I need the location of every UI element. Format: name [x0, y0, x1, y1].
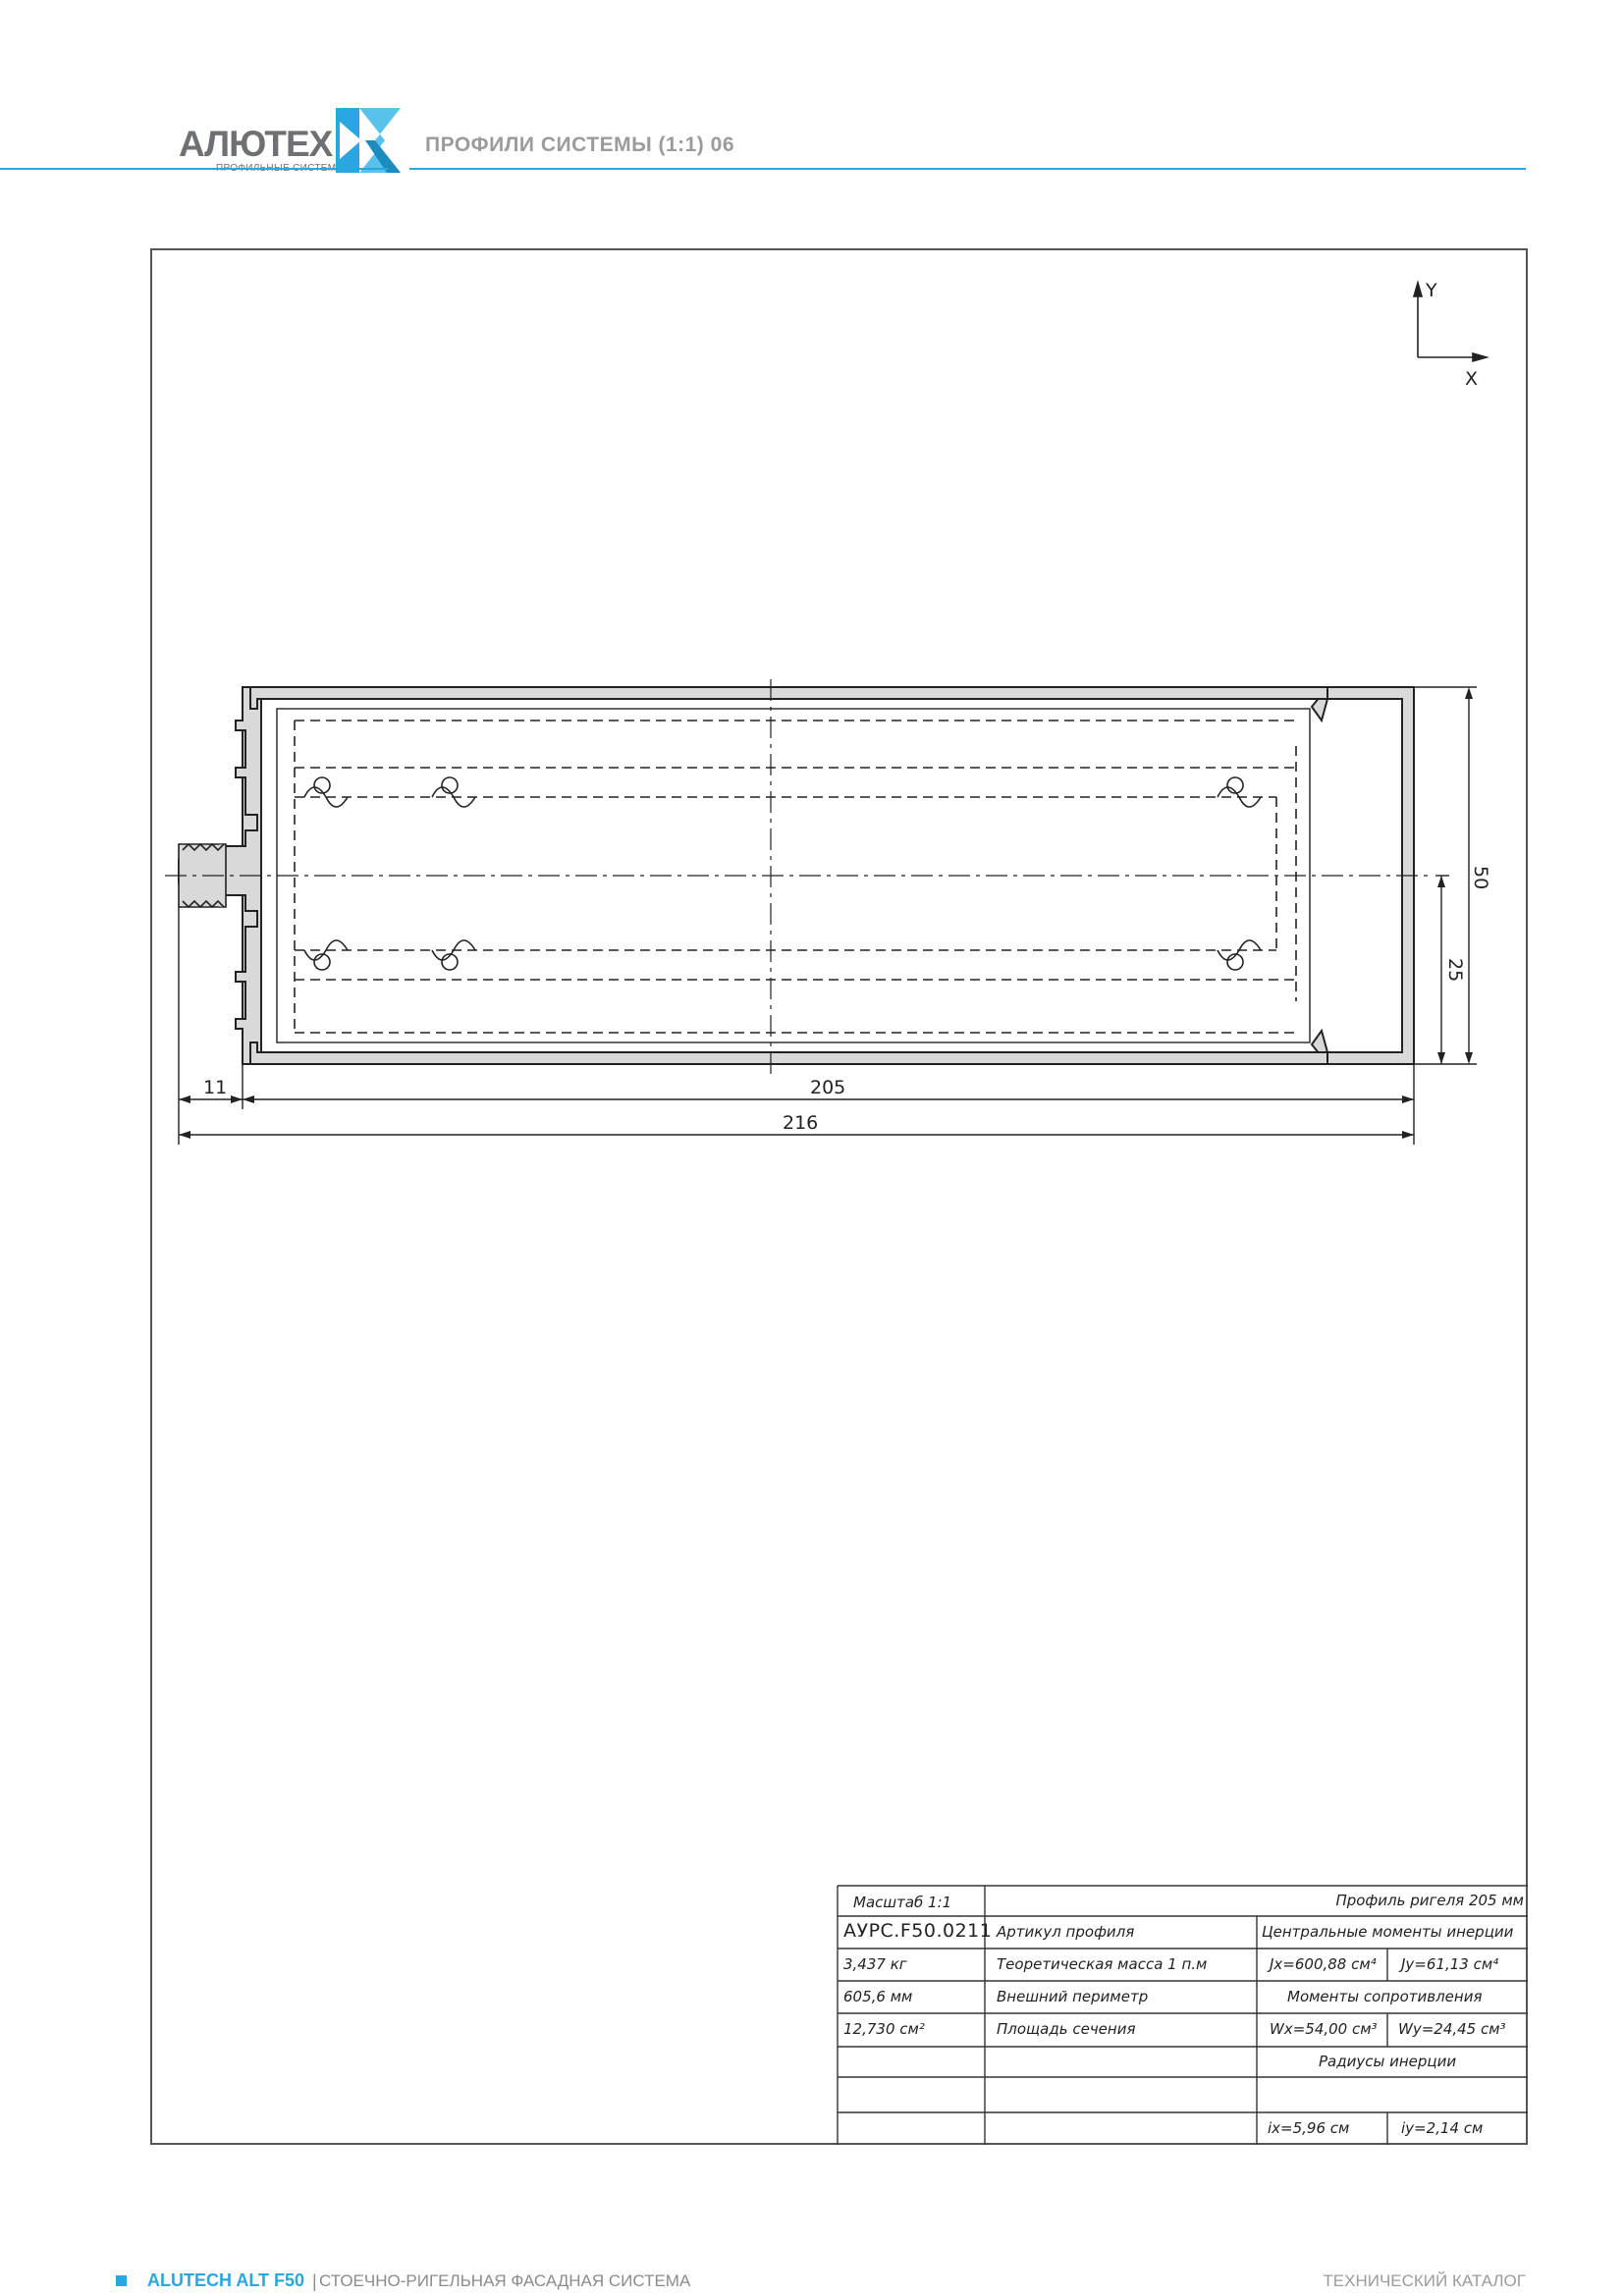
dimension-50: 50: [1470, 866, 1491, 890]
iy-value: iy=2,14 см: [1401, 2119, 1484, 2137]
dimension-216: 216: [783, 1112, 819, 1134]
logo-name: АЛЮТЕХ: [179, 124, 333, 164]
jy-value: Jy=61,13 см⁴: [1401, 1955, 1499, 1973]
resistance-header: Моменты сопротивления: [1287, 1988, 1483, 2005]
area-label: Площадь сечения: [997, 2020, 1136, 2038]
footer-description: СТОЕЧНО-РИГЕЛЬНАЯ ФАСАДНАЯ СИСТЕМА: [319, 2271, 691, 2290]
footer-brand: ALUTECH ALT F50: [147, 2270, 304, 2290]
centerlines: [165, 679, 1434, 1076]
radii-header: Радиусы инерции: [1319, 2053, 1457, 2070]
dimension-205: 205: [810, 1077, 846, 1098]
section-title: ПРОФИЛИ СИСТЕМЫ (1:1) 06: [425, 133, 734, 156]
article-number: АУРС.F50.0211: [843, 1920, 993, 1942]
wy-value: Wy=24,45 см³: [1398, 2020, 1506, 2038]
perimeter-label: Внешний периметр: [997, 1988, 1149, 2005]
dimension-25: 25: [1444, 958, 1466, 983]
dimension-arrows: [179, 687, 1473, 1139]
footer-separator: |: [312, 2271, 317, 2291]
footer-square-icon: [116, 2275, 127, 2286]
axis-y-label: Y: [1426, 280, 1437, 301]
footer-catalog: ТЕХНИЧЕСКИЙ КАТАЛОГ: [1323, 2271, 1526, 2290]
area-value: 12,730 см²: [843, 2020, 925, 2038]
jx-value: Jx=600,88 см⁴: [1270, 1955, 1377, 1973]
wx-value: Wx=54,00 см³: [1270, 2020, 1378, 2038]
title-block: [838, 1886, 1528, 2145]
dimension-11: 11: [203, 1077, 228, 1098]
inertia-header: Центральные моменты инерции: [1262, 1923, 1514, 1941]
axis-x-label: X: [1465, 368, 1479, 390]
profile-name: Профиль ригеля 205 мм: [1335, 1892, 1524, 1909]
screw-channels: [304, 777, 1261, 970]
article-label: Артикул профиля: [997, 1923, 1135, 1941]
ix-value: ix=5,96 см: [1268, 2119, 1350, 2137]
perimeter-value: 605,6 мм: [843, 1988, 913, 2005]
scale-label: Масштаб 1:1: [853, 1894, 952, 1911]
mass-value: 3,437 кг: [843, 1955, 907, 1973]
mass-label: Теоретическая масса 1 п.м: [997, 1955, 1208, 1973]
inner-dashed-contour: [295, 721, 1296, 1033]
